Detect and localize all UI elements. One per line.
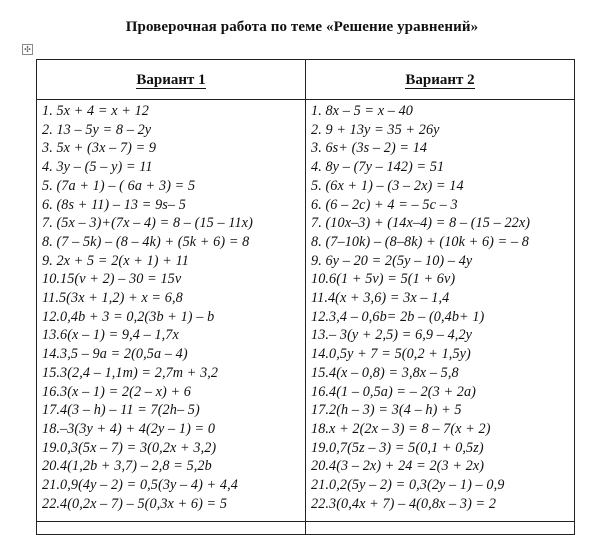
equation: 14.3,5 – 9a = 2(0,5a – 4) [42,346,188,363]
equation: 21.0,9(4y – 2) = 0,5(3y – 4) + 4,4 [42,477,238,494]
equation: 12.3,4 – 0,6b= 2b – (0,4b+ 1) [311,308,485,325]
equation: 6. (6 – 2c) + 4 = – 5c – 3 [311,196,458,213]
equation: 19.0,7(5z – 3) = 5(0,1 + 0,5z) [311,439,484,456]
equation: 10.15(v + 2) – 30 = 15v [42,271,182,288]
equation: 9. 2x + 5 = 2(x + 1) + 11 [42,252,189,269]
variant-1-header: Вариант 1 [136,72,206,88]
equation: 18.x + 2(2x – 3) = 8 – 7(x + 2) [311,420,491,437]
equation: 10.6(1 + 5v) = 5(1 + 6v) [311,271,456,288]
equation: 8. (7 – 5k) – (8 – 4k) + (5k + 6) = 8 [42,233,250,250]
equation: 21.0,2(5y – 2) = 0,3(2y – 1) – 0,9 [311,477,505,494]
equation: 2. 13 – 5y = 8 – 2y [42,121,152,138]
empty-cell [306,522,575,535]
equation: 11.4(x + 3,6) = 3x – 1,4 [311,290,450,307]
equation: 22.3(0,4x + 7) – 4(0,8x – 3) = 2 [311,495,497,512]
equation: 14.0,5y + 7 = 5(0,2 + 1,5y) [311,346,471,363]
variant-1-list [37,100,306,522]
variant-1-header-cell [37,60,306,100]
equation: 22.4(0,2x – 7) – 5(0,3x + 6) = 5 [42,495,228,512]
equation: 5. (7a + 1) – ( 6a + 3) = 5 [42,177,196,194]
equation: 15.3(2,4 – 1,1m) = 2,7m + 3,2 [42,364,219,381]
equation: 5. (6x + 1) – (3 – 2x) = 14 [311,177,464,194]
equation: 3. 5x + (3x – 7) = 9 [42,140,157,157]
equation: 4. 8y – (7y – 142) = 51 [311,159,445,176]
equation: 7. (5x – 3)+(7x – 4) = 8 – (15 – 11x) [42,215,253,232]
equation: 20.4(1,2b + 3,7) – 2,8 = 5,2b [42,458,212,475]
variant-2-header-cell [306,60,575,100]
equation: 15.4(x – 0,8) = 3,8x – 5,8 [311,364,459,381]
equation: 13.– 3(y + 2,5) = 6,9 – 4,2y [311,327,473,344]
variant-2-header: Вариант 2 [405,72,475,88]
equation: 16.4(1 – 0,5a) = – 2(3 + 2a) [311,383,476,400]
worksheet-title: Проверочная работа по теме «Решение уравнений» [125,19,479,35]
equation: 1. 8x – 5 = x – 40 [311,103,413,119]
equation: 2. 9 + 13y = 35 + 26y [311,121,440,138]
empty-cell [37,522,306,535]
equation: 17.4(3 – h) – 11 = 7(2h– 5) [42,402,200,419]
equation: 17.2(h – 3) = 3(4 – h) + 5 [311,402,462,419]
equation: 20.4(3 – 2x) + 24 = 2(3 + 2x) [311,458,485,475]
equation: 19.0,3(5x – 7) = 3(0,2x + 3,2) [42,439,217,456]
variant-2-list [306,100,575,522]
equation: 7. (10x–3) + (14x–4) = 8 – (15 – 22x) [311,215,531,232]
equation: 6. (8s + 11) – 13 = 9s– 5 [42,196,186,213]
equation: 11.5(3x + 1,2) + x = 6,8 [42,290,183,307]
equations-table [36,59,575,535]
equation: 12.0,4b + 3 = 0,2(3b + 1) – b [42,308,215,325]
equation: 8. (7–10k) – (8–8k) + (10k + 6) = – 8 [311,233,529,250]
equation: 18.–3(3y + 4) + 4(2y – 1) = 0 [42,420,216,437]
equation: 1. 5x + 4 = x + 12 [42,103,149,119]
equation: 3. 6s+ (3s – 2) = 14 [311,140,428,157]
move-handle-icon[interactable]: ✣ [22,44,33,55]
equation: 13.6(x – 1) = 9,4 – 1,7x [42,327,179,344]
equation: 4. 3y – (5 – y) = 11 [42,159,153,176]
equation: 16.3(x – 1) = 2(2 – x) + 6 [42,383,192,400]
equation: 9. 6y – 20 = 2(5y – 10) – 4y [311,252,473,269]
